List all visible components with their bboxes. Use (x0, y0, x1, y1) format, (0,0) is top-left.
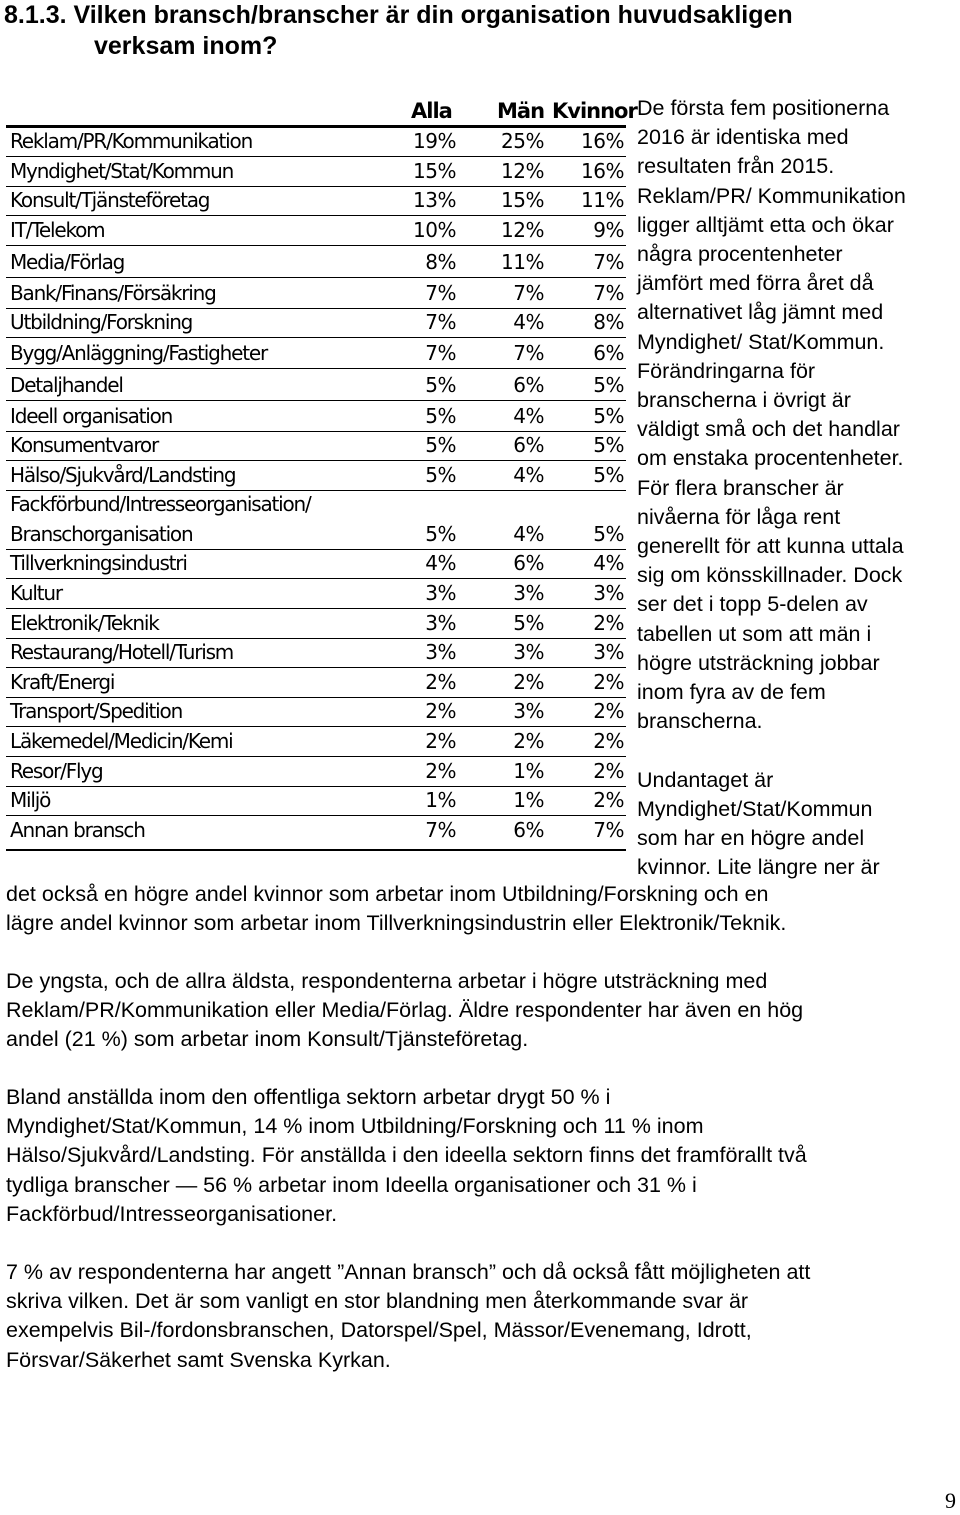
cell-man: 25% (501, 129, 544, 153)
cell-kvinnor: 9% (593, 218, 624, 242)
text-line: Myndighet/ Stat/Kommun. (637, 329, 885, 354)
table-row (6, 339, 626, 369)
cell-man: 4% (513, 522, 544, 546)
text-line: För flera branscher är (637, 475, 844, 500)
cell-alla: 4% (425, 551, 456, 575)
table-row (6, 431, 626, 461)
text-line: 2016 är identiska med (637, 125, 849, 150)
text-line: ser det i topp 5-delen av (637, 592, 868, 617)
cell-man: 1% (513, 788, 544, 812)
cell-man: 2% (513, 670, 544, 694)
text-line: inom fyra av de fem (637, 680, 826, 705)
cell-kvinnor: 7% (593, 281, 624, 305)
cell-kvinnor: 4% (593, 551, 624, 575)
table-row (6, 668, 626, 698)
row-label: Hälso/Sjukvård/Landsting (10, 463, 236, 487)
text-line: ligger alltjämt etta och ökar (637, 212, 894, 237)
text-line: några procentenheter (637, 242, 843, 267)
cell-alla: 7% (425, 281, 456, 305)
row-label: Fackförbund/Intresseorganisation/ (10, 492, 311, 516)
cell-kvinnor: 2% (593, 788, 624, 812)
cell-kvinnor: 5% (593, 433, 624, 457)
table-row (6, 461, 626, 491)
side-commentary (637, 94, 959, 882)
row-label: Reklam/PR/Kommunikation (10, 129, 253, 153)
cell-man: 12% (501, 218, 544, 242)
cell-alla: 5% (425, 463, 456, 487)
cell-kvinnor: 11% (581, 188, 624, 212)
table-row (6, 186, 626, 216)
row-label: Ideell organisation (10, 404, 173, 428)
row-label: Konsult/Tjänsteföretag (10, 188, 210, 212)
table-row (6, 786, 626, 816)
cell-kvinnor: 6% (593, 341, 624, 365)
cell-alla: 3% (425, 581, 456, 605)
table-row (6, 609, 626, 639)
text-line: Undantaget är (637, 767, 774, 792)
cell-alla: 8% (425, 250, 456, 274)
row-label: Myndighet/Stat/Kommun (10, 159, 234, 183)
text-line: exempelvis Bil-/fordonsbranschen, Datorspel/Spel, Mässor/Evenemang, Idrott, (6, 1318, 752, 1343)
row-label: Branschorganisation (10, 522, 193, 546)
text-line: generellt för att kunna uttala (637, 534, 904, 559)
page-number: 9 (945, 1488, 956, 1513)
table-row (6, 579, 626, 609)
cell-man: 6% (513, 551, 544, 575)
cell-kvinnor: 16% (581, 159, 624, 183)
text-line: Bland anställda inom den offentliga sektorn arbetar drygt 50 % i (6, 1085, 611, 1109)
text-line: om enstaka procentenheter. (637, 446, 904, 471)
cell-man: 7% (513, 341, 544, 365)
paragraph-other-industry (6, 1258, 956, 1375)
cell-man: 3% (513, 699, 544, 723)
text-line: tydliga branscher — 56 % arbetar inom Ideella organisationer och 31 % i (6, 1172, 697, 1197)
cell-alla: 13% (413, 188, 456, 212)
cell-man: 15% (501, 188, 544, 212)
column-header-kvinnor: Kvinnor (552, 99, 637, 123)
text-line: skriva vilken. Det är som vanligt en stor blandning men återkommande svar är (6, 1289, 749, 1314)
cell-kvinnor: 2% (593, 611, 624, 635)
text-line: Myndighet/Stat/Kommun, 14 % inom Utbildning/Forskning och 11 % inom (6, 1114, 704, 1139)
cell-man: 12% (501, 159, 544, 183)
heading-line-2: verksam inom? (94, 32, 278, 60)
cell-alla: 2% (425, 759, 456, 783)
text-line: lägre andel kvinnor som arbetar inom Tillverkningsindustrin eller Elektronik/Teknik. (6, 911, 787, 936)
cell-kvinnor: 5% (593, 373, 624, 397)
row-label: Elektronik/Teknik (10, 611, 159, 635)
text-line: kvinnor. Lite längre ner är (637, 855, 880, 880)
cell-kvinnor: 2% (593, 699, 624, 723)
cell-alla: 5% (425, 522, 456, 546)
table-row (6, 727, 626, 757)
row-label: Media/Förlag (10, 250, 125, 274)
cell-man: 6% (513, 433, 544, 457)
paragraph-age (6, 967, 956, 1055)
cell-kvinnor: 7% (593, 250, 624, 274)
cell-kvinnor: 2% (593, 729, 624, 753)
table-row (6, 549, 626, 579)
text-line: tabellen ut som att män i (637, 621, 872, 646)
text-line: andel (21 %) som arbetar inom Konsult/Tjänsteföretag. (6, 1027, 529, 1052)
row-label: Bygg/Anläggning/Fastigheter (10, 341, 267, 365)
text-line: Reklam/PR/Kommunikation eller Media/Förlag. Äldre respondenter har även en hög (6, 998, 804, 1023)
text-line: branscherna i övrigt är (637, 388, 851, 413)
table-bottom-rule (6, 849, 626, 851)
cell-alla: 1% (425, 788, 456, 812)
cell-alla: 10% (413, 218, 456, 242)
row-label: Miljö (10, 788, 51, 812)
cell-kvinnor: 16% (581, 129, 624, 153)
text-line: som har en högre andel (637, 826, 865, 851)
text-line: det också en högre andel kvinnor som arbetar inom Utbildning/Forskning och en (6, 882, 769, 906)
row-label: Utbildning/Forskning (10, 310, 193, 334)
table-row (6, 157, 626, 187)
table-row (6, 402, 626, 432)
table-row (6, 490, 626, 519)
text-line: 7 % av respondenterna har angett ”Annan bransch” och då också fått möjligheten att (6, 1260, 811, 1284)
table-row (6, 757, 626, 787)
cell-kvinnor: 5% (593, 404, 624, 428)
text-line: Myndighet/Stat/Kommun (637, 796, 873, 821)
text-line: branscherna. (637, 709, 763, 734)
row-label: Transport/Spedition (10, 699, 183, 723)
cell-alla: 3% (425, 611, 456, 635)
text-line: De yngsta, och de allra äldsta, respondenterna arbetar i högre utsträckning med (6, 969, 768, 993)
cell-alla: 2% (425, 699, 456, 723)
row-label: Kultur (10, 581, 62, 605)
text-line: nivåerna för låga rent (637, 504, 841, 529)
cell-alla: 7% (425, 310, 456, 334)
row-label: Restaurang/Hotell/Turism (10, 640, 234, 664)
table-row (6, 638, 626, 668)
column-header-man: Män (497, 99, 545, 123)
row-label: Konsumentvaror (10, 433, 158, 457)
paragraph-sector (6, 1083, 956, 1229)
table-row (6, 216, 626, 246)
cell-kvinnor: 2% (593, 759, 624, 783)
heading-line-1: 8.1.3. Vilken bransch/branscher är din organisation huvudsakligen (4, 1, 793, 29)
row-label: Resor/Flyg (10, 759, 103, 783)
text-line: Förändringarna för (637, 358, 816, 383)
cell-kvinnor: 5% (593, 522, 624, 546)
row-label: Bank/Finans/Försäkring (10, 281, 216, 305)
cell-man: 4% (513, 463, 544, 487)
section-heading (4, 0, 944, 62)
cell-alla: 15% (413, 159, 456, 183)
table-row (6, 279, 626, 309)
cell-man: 3% (513, 640, 544, 664)
cell-kvinnor: 2% (593, 670, 624, 694)
cell-alla: 7% (425, 818, 456, 842)
cell-alla: 7% (425, 341, 456, 365)
cell-kvinnor: 5% (593, 463, 624, 487)
row-label: Detaljhandel (10, 373, 123, 397)
cell-alla: 3% (425, 640, 456, 664)
industry-table (6, 97, 637, 851)
side-paragraph-1 (637, 94, 959, 736)
table-row (6, 248, 626, 278)
cell-man: 6% (513, 373, 544, 397)
cell-alla: 5% (425, 433, 456, 457)
cell-alla: 5% (425, 404, 456, 428)
cell-kvinnor: 3% (593, 640, 624, 664)
cell-man: 2% (513, 729, 544, 753)
row-label: Läkemedel/Medicin/Kemi (10, 729, 233, 753)
cell-alla: 2% (425, 729, 456, 753)
row-label: IT/Telekom (10, 218, 105, 242)
cell-kvinnor: 8% (593, 310, 624, 334)
text-line: Reklam/PR/ Kommunikation (637, 183, 906, 208)
cell-alla: 2% (425, 670, 456, 694)
cell-man: 4% (513, 310, 544, 334)
text-line: Hälso/Sjukvård/Landsting. För anställda i den ideella sektorn finns det framförallt två (6, 1143, 807, 1168)
table-row (6, 308, 626, 338)
row-label: Tillverkningsindustri (10, 551, 187, 575)
column-header-alla: Alla (411, 99, 452, 123)
cell-alla: 5% (425, 373, 456, 397)
text-line: jämfört med förra året då (637, 271, 874, 296)
table-row (6, 520, 626, 550)
table-row (6, 816, 626, 845)
text-line: resultaten från 2015. (637, 154, 835, 179)
text-line: alternativet låg jämnt med (637, 300, 884, 325)
cell-man: 6% (513, 818, 544, 842)
table-row (6, 697, 626, 727)
paragraph-continuation (6, 880, 956, 938)
text-line: Försvar/Säkerhet samt Svenska Kyrkan. (6, 1347, 391, 1372)
side-paragraph-2 (637, 766, 959, 883)
cell-man: 5% (513, 611, 544, 635)
table-row (6, 127, 626, 157)
text-line: Fackförbud/Intresseorganisationer. (6, 1201, 338, 1226)
table-row (6, 371, 626, 401)
cell-man: 3% (513, 581, 544, 605)
cell-man: 11% (501, 250, 544, 274)
text-line: sig om könsskillnader. Dock (637, 563, 903, 588)
cell-kvinnor: 3% (593, 581, 624, 605)
cell-kvinnor: 7% (593, 818, 624, 842)
cell-man: 7% (513, 281, 544, 305)
cell-alla: 19% (413, 129, 456, 153)
row-label: Annan bransch (10, 818, 145, 842)
text-line: högre utsträckning jobbar (637, 650, 880, 675)
text-line: väldigt små och det handlar (637, 417, 900, 442)
cell-man: 4% (513, 404, 544, 428)
row-label: Kraft/Energi (10, 670, 115, 694)
text-line: De första fem positionerna (637, 96, 890, 120)
cell-man: 1% (513, 759, 544, 783)
